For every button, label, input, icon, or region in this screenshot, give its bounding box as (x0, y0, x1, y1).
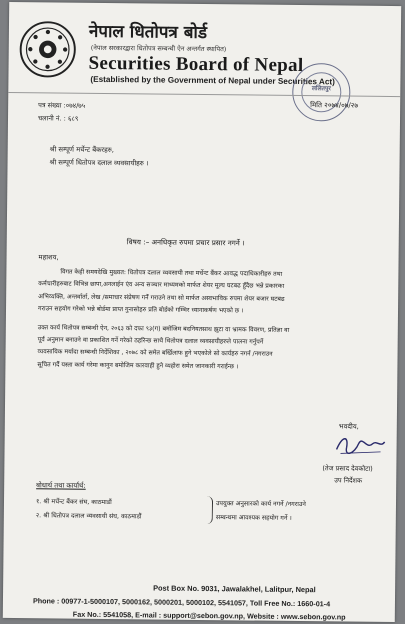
handwritten-signature (332, 431, 388, 460)
body-line: विगत केही समयदेखि मुख्यत: धितोपत्र दलाल व्यवसायी तथा मर्चेन्ट बैंकर आवद्ध पदाधिकारीहरु तथा (60, 268, 283, 278)
footer-fax-email-web: Fax No.: 5541058, E-mail : support@sebon.gov.np, Website : www.sebon.gov.np (72, 609, 346, 622)
cc-brace (204, 496, 213, 524)
cc-note-line-1: उपयुक्त अनुसारको कार्य नगर्ने /नगराउने (215, 500, 306, 509)
board-subtitle-english: (Established by the Government of Nepal under Securities Act) (90, 74, 335, 87)
cc-item: १. श्री मर्चेन्ट बैंकर संघ, काठमाडौं (35, 498, 112, 507)
letter-date: मिति २०७४/०७/२७ (310, 101, 359, 110)
body-line: अभिव्यक्ति, अन्तर्वार्ता, लेख /समाचार संप्रेषण गर्ने गराउने तथा सो मार्फत अस्वभाविक रुपमा शेयर बजार घटबढ (38, 293, 285, 303)
footer-phone: Phone : 00977-1-5000107, 5000162, 5000201, 5000102, 5541057, Toll Free No.: 1660-01-4 (32, 596, 331, 609)
board-title-english: Securities Board of Nepal (88, 52, 304, 77)
signatory-name: (तेज प्रसाद देवकोटा) (322, 464, 373, 473)
cc-heading: बोधार्थ तथा कार्यार्थ: (36, 481, 86, 490)
letter-footer (3, 582, 395, 622)
board-subtitle-nepali: (नेपाल सरकारद्वारा धितोपत्र सम्बन्धी ऐन अन्तर्गत स्थापित) (90, 43, 227, 54)
board-title-nepali: नेपाल धितोपत्र बोर्ड (88, 21, 208, 44)
recipient-line-1: श्री सम्पूर्ण मर्चेन्ट बैंकरहरु, (49, 145, 114, 155)
letter-number: पत्र संख्या :०७४/७५ (38, 101, 86, 110)
stamp-text: ललितपुर (311, 85, 331, 93)
body-line: पूर्व अनुमान बनाउने वा प्रकाशित गर्ने गरेको ठहरिन्छ साथै धितोपत्र दलाल व्यवसायीहरुले पालना गर्नुपर्ने (37, 336, 264, 346)
body-line: सूचित गर्दै यस्ता कार्य गरेमा कानुन बमोजिम कारवाही हुने व्यहोरा समेत जानकारी गराईन्छ । (37, 361, 239, 371)
body-line: उक्त कार्य धितोपत्र सम्बन्धी ऐन, २०६३ को दफा ९३(ग) बमोजिम बदनियतसाथ झुटा वा भ्रामक विवरण, प्रतिज्ञा वा (37, 323, 290, 334)
signatory-designation: उप निर्देशक (334, 476, 363, 485)
recipient-line-2: श्री सम्पूर्ण धितोपत्र दलाल व्यवसायीहरु । (49, 158, 149, 168)
cc-item: २. श्री धितोपत्र दलाल व्यवसायी संघ, काठमाडौं (35, 512, 142, 521)
closing-bhawadiya: भवदीय, (338, 422, 359, 431)
cc-note-line-2: सम्बन्धमा आवश्यक सहयोग गर्ने । (215, 514, 292, 522)
sebon-seal-logo (18, 20, 77, 79)
dispatch-number: चलानी नं. : ६८९ (37, 114, 79, 123)
body-line: गराउन सहयोग गरेको भन्ने बोर्डमा प्राप्त गुनासोहरु प्रति बोर्डको गम्भिर ध्यानाकर्षण भएको छ । (37, 305, 244, 315)
footer-address: Post Box No. 9031, Jawalakhel, Lalitpur, Nepal (153, 583, 316, 595)
letter-sheet (3, 2, 401, 622)
body-line: व्यवसायिक मर्यादा सम्बन्धी निर्देशिका , २०७८ को समेत बर्खिलाफ हुने भएकोले सो कार्यहरु नगर्न /नगराउन (37, 348, 273, 359)
salutation: महाशय, (38, 253, 59, 262)
letter-body (37, 266, 290, 374)
body-line: कर्मचारीहरुबाट विभिन्न छापा,अनलाईन एंव अन्य सञ्चार माध्यमको मार्फत शेयर मूल्य घटबढ हुँदैछ भन्ने प्रकारका (38, 280, 285, 291)
subject-line: विषय :– अनधिकृत रुपमा प्रचार प्रसार नगर्ने । (126, 237, 245, 248)
